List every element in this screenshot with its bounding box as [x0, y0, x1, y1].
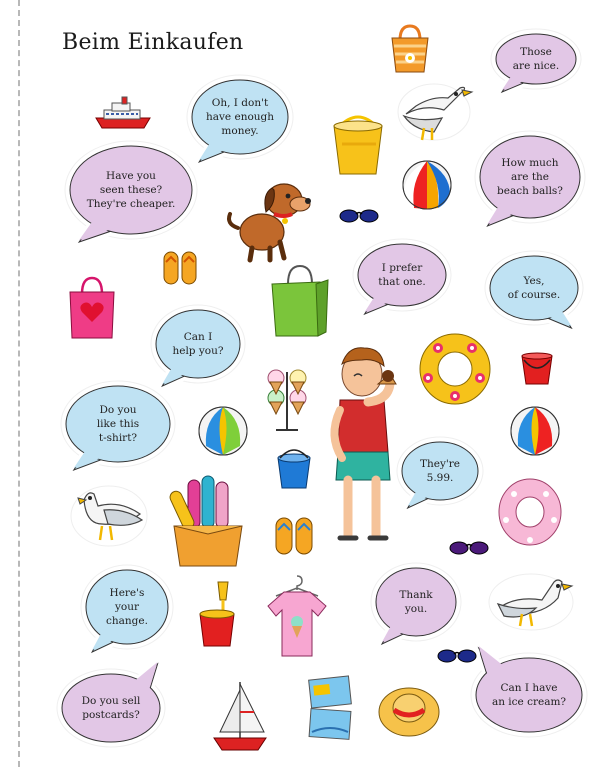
shopping-bag-green-icon — [264, 262, 334, 342]
sunglasses-icon — [336, 204, 382, 226]
bucket-and-spade-sticker[interactable] — [194, 578, 240, 650]
speech-bubble-text: Do you like this t-shirt? — [96, 404, 140, 444]
dog-sticker[interactable] — [222, 168, 322, 264]
bubble-heres-your-change[interactable] — [80, 564, 174, 650]
blue-bucket-icon — [272, 444, 316, 492]
seagull-sticker[interactable] — [488, 572, 574, 632]
red-bucket-icon — [516, 346, 558, 388]
speech-bubble-text: Yes, of course. — [507, 275, 561, 301]
beach-mats-box-sticker[interactable] — [166, 470, 250, 570]
seagull-icon — [488, 572, 574, 632]
beach-ball-icon — [194, 402, 252, 460]
boy-icon — [318, 340, 414, 552]
beach-bag-sticker[interactable] — [382, 20, 438, 76]
bubble-those-are-nice[interactable] — [490, 28, 582, 90]
beach-ball-sticker[interactable] — [194, 402, 252, 460]
beach-ball-sticker[interactable] — [398, 156, 456, 214]
beach-ball-icon — [398, 156, 456, 214]
beach-ball-sticker[interactable] — [506, 402, 564, 460]
bubble-yes-of-course[interactable] — [484, 250, 584, 326]
speech-bubble-text: They're 5.99. — [419, 458, 461, 484]
postcards-sticker[interactable] — [302, 672, 358, 746]
bubble-prefer-that-one[interactable] — [352, 238, 452, 312]
bubble-not-enough-money[interactable] — [186, 74, 294, 160]
perforation-line — [18, 0, 20, 767]
postcards-icon — [302, 672, 358, 746]
seagull-sticker[interactable] — [68, 480, 150, 550]
bubble-sell-postcards[interactable] — [56, 668, 166, 748]
speech-bubble-text: Thank you. — [399, 589, 433, 615]
pink-swim-ring-icon — [494, 474, 566, 550]
bubble-how-much-beach-balls[interactable] — [474, 130, 586, 224]
flip-flops-icon — [160, 248, 200, 288]
beach-mats-box-icon — [166, 470, 250, 570]
sunglasses-sticker[interactable] — [336, 204, 382, 226]
bubble-seen-these[interactable] — [64, 140, 198, 240]
sun-hat-sticker[interactable] — [374, 676, 444, 742]
pink-swim-ring-sticker[interactable] — [494, 474, 566, 550]
speech-bubble-text: Can I have an ice cream? — [491, 682, 567, 708]
ferry-sticker[interactable] — [92, 94, 154, 134]
speech-bubble-text: How much are the beach balls? — [497, 157, 563, 197]
seagull-sticker[interactable] — [394, 76, 474, 146]
swim-ring-icon — [414, 328, 496, 410]
page-title: Beim Einkaufen — [62, 30, 244, 55]
speech-bubble-text: Oh, I don't have enough money. — [205, 97, 275, 137]
sand-bucket-sticker[interactable] — [328, 108, 388, 178]
bucket-and-spade-icon — [194, 578, 240, 650]
speech-bubble-text: Do you sell postcards? — [81, 695, 141, 721]
sun-hat-icon — [374, 676, 444, 742]
speech-bubble-text: I prefer that one. — [378, 262, 426, 288]
tshirt-icon — [262, 572, 332, 660]
bubble-can-i-help[interactable] — [150, 304, 246, 384]
tshirt-on-hanger-sticker[interactable] — [262, 572, 332, 660]
seagull-icon — [394, 76, 474, 146]
speech-bubble-text: Those are nice. — [512, 46, 560, 72]
sailboat-icon — [210, 676, 270, 756]
blue-bucket-sticker[interactable] — [272, 444, 316, 492]
sunglasses-sticker[interactable] — [434, 644, 480, 666]
flip-flops-sticker[interactable] — [160, 248, 200, 288]
boy-eating-ice-cream-sticker[interactable] — [318, 340, 414, 552]
sunglasses-sticker[interactable] — [446, 536, 492, 558]
bucket-icon — [328, 108, 388, 178]
speech-bubble-text: Here's your change. — [106, 587, 148, 627]
beach-bag-icon — [382, 20, 438, 76]
flip-flops-sticker[interactable] — [272, 514, 316, 558]
red-bucket-sticker[interactable] — [516, 346, 558, 388]
shopping-bag-heart-sticker[interactable] — [62, 272, 122, 344]
dog-icon — [222, 168, 322, 264]
bubble-have-ice-cream[interactable] — [470, 652, 588, 738]
sunglasses-icon — [446, 536, 492, 558]
ice-cream-stand-sticker[interactable] — [262, 362, 312, 434]
sunglasses-icon — [434, 644, 480, 666]
sailboat-sticker[interactable] — [210, 676, 270, 756]
beach-ball-icon — [506, 402, 564, 460]
flip-flops-icon — [272, 514, 316, 558]
seagull-icon — [68, 480, 150, 550]
speech-bubble-text: Can I help you? — [172, 331, 224, 357]
bubble-thank-you[interactable] — [370, 562, 462, 642]
ice-cream-stand-icon — [262, 362, 312, 434]
swim-ring-sticker[interactable] — [414, 328, 496, 410]
bubble-like-this-tshirt[interactable] — [60, 380, 176, 468]
speech-bubble-text: Have you seen these? They're cheaper. — [86, 170, 176, 210]
shopping-bag-green-sticker[interactable] — [264, 262, 334, 342]
ferry-icon — [92, 94, 154, 134]
shopping-bag-heart-icon — [62, 272, 122, 344]
